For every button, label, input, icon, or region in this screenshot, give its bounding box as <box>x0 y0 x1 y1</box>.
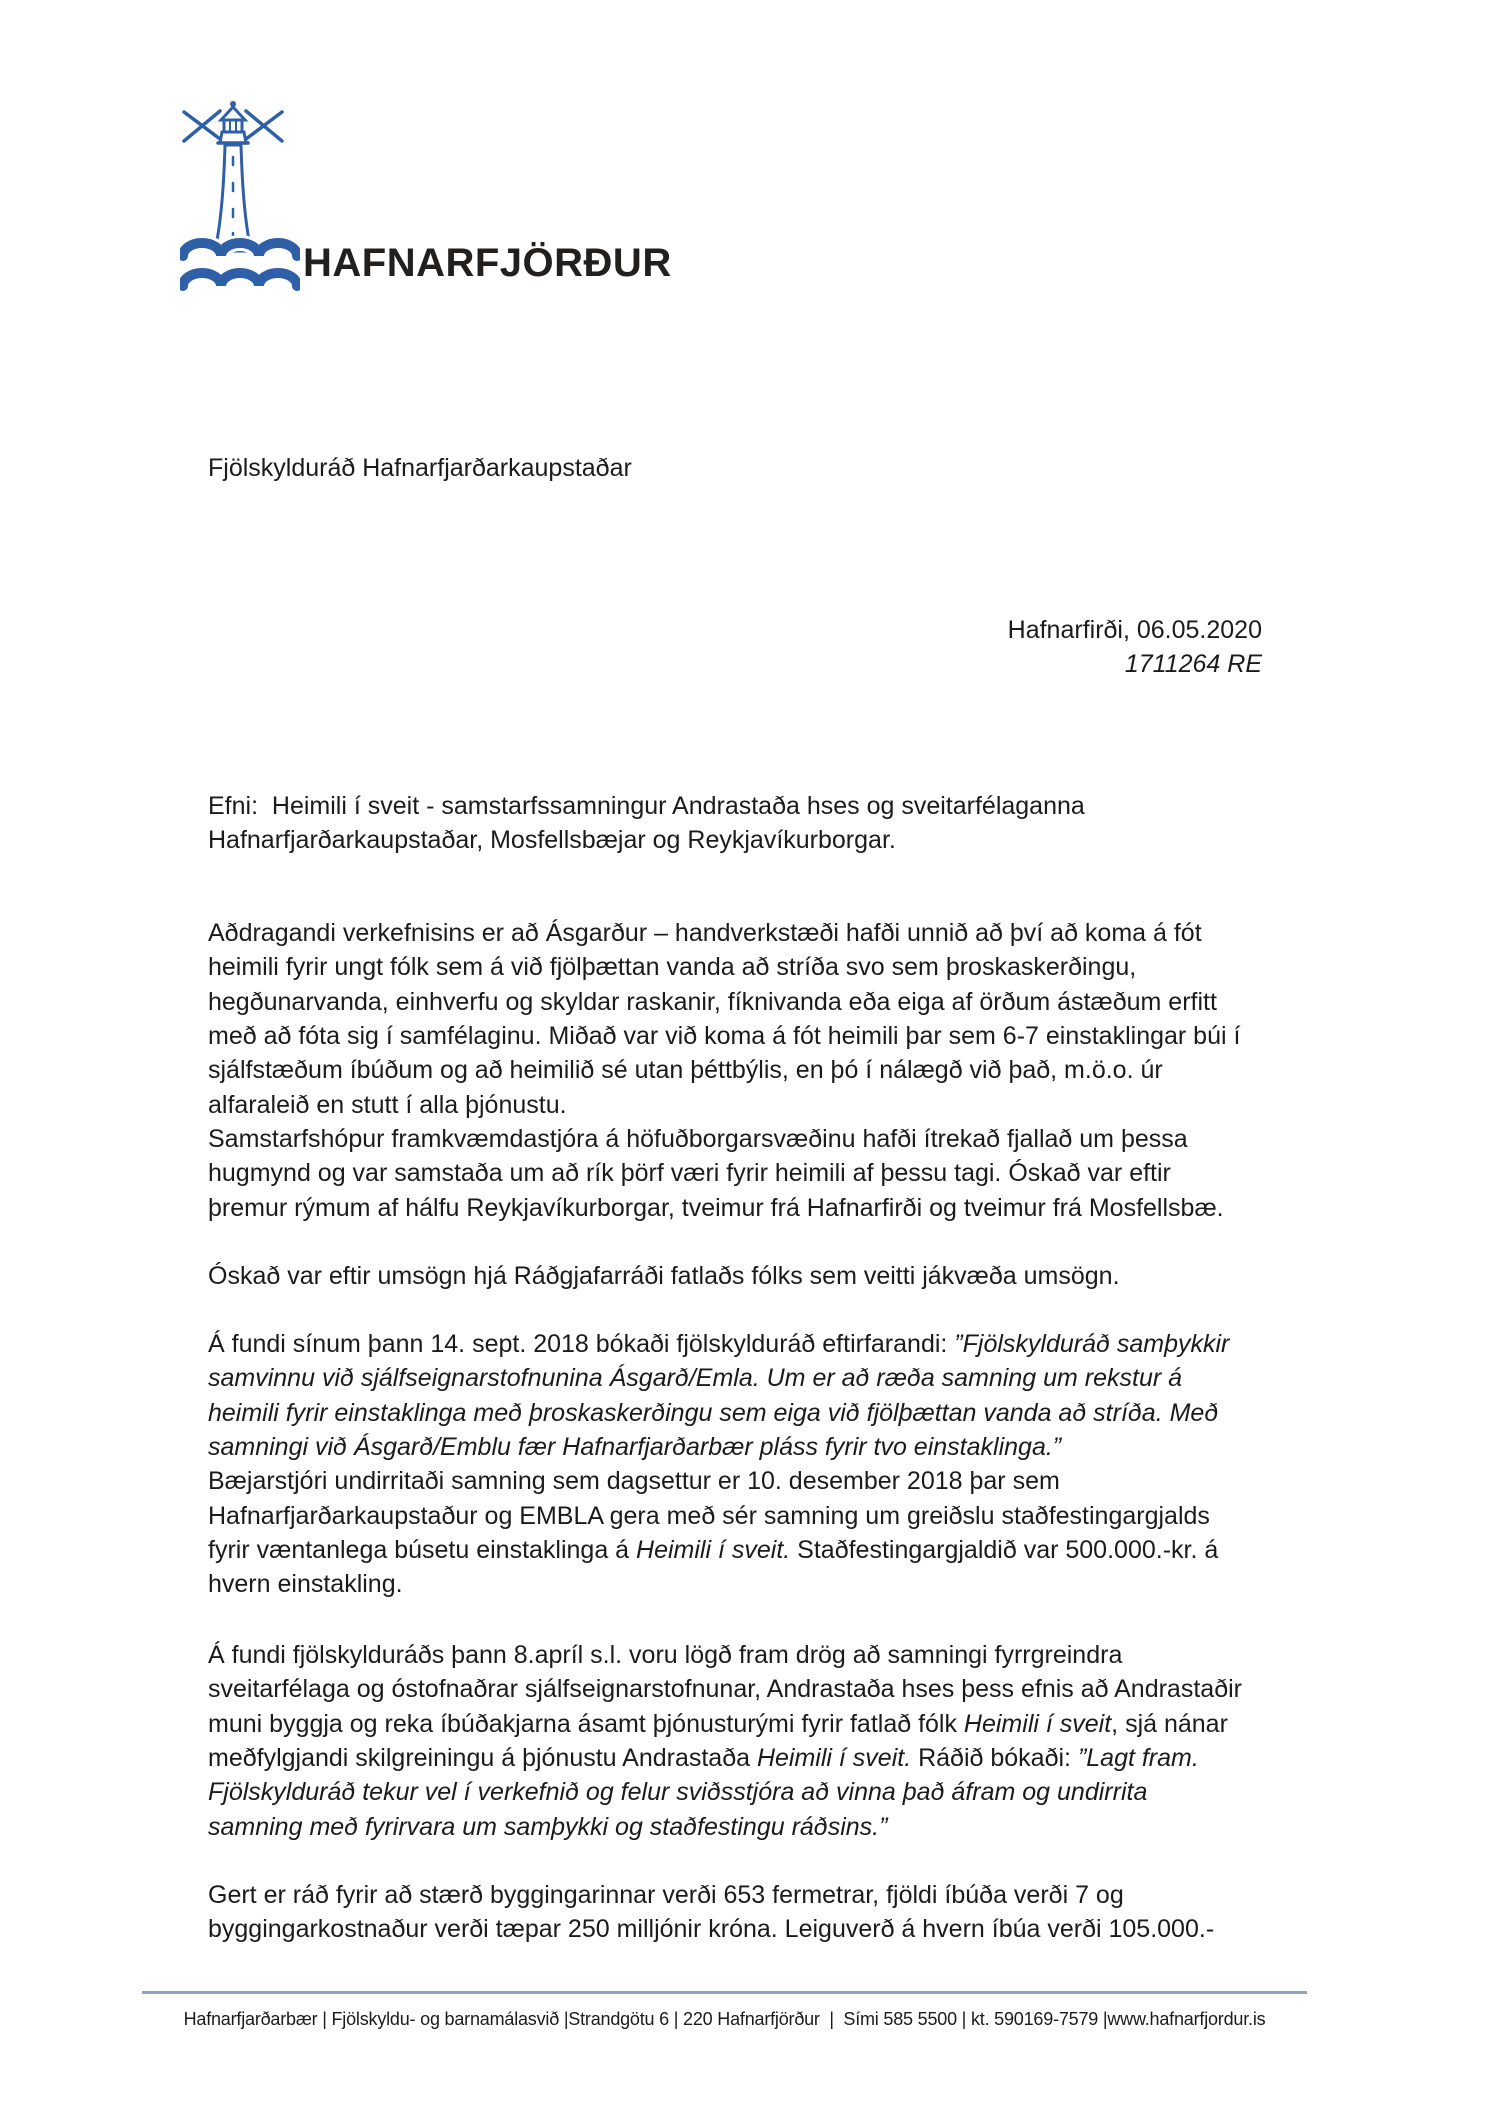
date-block <box>1008 613 1262 682</box>
reference-number: 1711264 RE <box>1124 650 1262 679</box>
paragraph-umsogn <box>208 1259 1120 1293</box>
text-line: meðfylgjandi skilgreiningu á þjónustu Andrastaða Heimili í sveit. Ráðið bókaði: ”Lagt fram. <box>208 1743 1199 1772</box>
text-line: hugmynd og var samstaða um að rík þörf væri fyrir heimili af þessu tagi. Óskað var eftir <box>208 1159 1171 1188</box>
footer-text: Hafnarfjarðarbær | Fjölskyldu- og barnamálasvið |Strandgötu 6 | 220 Hafnarfjörður | Sími 585 5500 | kt. 590169-7579 |www.hafnarfjordur.is <box>183 2009 1266 2029</box>
text-line: Hafnarfjarðarkaupstaðar, Mosfellsbæjar og Reykjavíkurborgar. <box>208 826 896 855</box>
text-line: Á fundi sínum þann 14. sept. 2018 bókaði fjölskylduráð eftirfarandi: ”Fjölskylduráð samþykkir <box>208 1330 1230 1358</box>
text-line: Gert er ráð fyrir að stærð byggingarinnar verði 653 fermetrar, fjöldi íbúða verði 7 og <box>208 1881 1124 1909</box>
footer-rule <box>142 1991 1307 1994</box>
text-line: samvinnu við sjálfseignarstofnunina Ásgarð/Emla. Um er að ræða samning um rekstur á <box>208 1364 1183 1393</box>
text-line: byggingarkostnaður verði tæpar 250 milljónir króna. Leiguverð á hvern íbúa verði 105.000.- <box>208 1915 1215 1944</box>
lighthouse-icon <box>180 99 300 299</box>
text-line: hvern einstakling. <box>208 1570 403 1599</box>
text-line: samning með fyrirvara um samþykki og staðfestingu ráðsins.” <box>208 1812 888 1841</box>
text-line: Fjölskylduráð tekur vel í verkefnið og felur sviðsstjóra að vinna það áfram og undirrita <box>208 1778 1148 1807</box>
text-line: alfaraleið en stutt í alla þjónustu. <box>208 1090 567 1119</box>
text-line: Aðdragandi verkefnisins er að Ásgarður – handverkstæði hafði unnið að því að koma á fót <box>208 919 1202 947</box>
subject-lines <box>208 789 1085 858</box>
paragraph-bokun-april <box>208 1638 1242 1844</box>
text-line: fyrir væntanlega búsetu einstaklinga á Heimili í sveit. Staðfestingargjaldið var 500.000.-kr. á <box>208 1535 1219 1564</box>
logo-wordmark: HAFNARFJÖRÐUR <box>303 241 672 285</box>
text-line: Á fundi fjölskylduráðs þann 8.apríl s.l. voru lögð fram drög að samningi fyrrgreindra <box>208 1641 1123 1669</box>
text-line: samningi við Ásgarð/Emblu fær Hafnarfjarðarbær pláss fyrir tvo einstaklinga.” <box>208 1432 1062 1461</box>
paragraph-bokun-2018 <box>208 1327 1229 1602</box>
text-line: heimili fyrir ungt fólk sem á við fjölþættan vanda að stríða svo sem þroskaskerðingu, <box>208 953 1137 982</box>
text-line: hegðunarvanda, einhverfu og skyldar raskanir, fíknivanda eða eiga af örðum ástæðum erfitt <box>208 987 1217 1016</box>
text-line: Efni: Heimili í sveit - samstarfssamningur Andrastaða hses og sveitarfélaganna <box>208 792 1085 820</box>
text-line: Samstarfshópur framkvæmdastjóra á höfuðborgarsvæðinu hafði ítrekað fjallað um þessa <box>208 1124 1188 1153</box>
text-line: sjálfstæðum íbúðum og að heimilið sé utan þéttbýlis, en þó í nálægð við það, m.ö.o. úr <box>208 1056 1163 1085</box>
text-line: Bæjarstjóri undirritaði samning sem dagsettur er 10. desember 2018 þar sem <box>208 1467 1060 1496</box>
paragraph-background <box>208 916 1240 1225</box>
text-line: Óskað var eftir umsögn hjá Ráðgjafarráði fatlaðs fólks sem veitti jákvæða umsögn. <box>208 1262 1120 1290</box>
text-line: Hafnarfjarðarkaupstaður og EMBLA gera með sér samning um greiðslu staðfestingargjalds <box>208 1501 1210 1530</box>
text-line: sveitarfélaga og óstofnaðrar sjálfseignarstofnunar, Andrastaða hses þess efnis að Andrastaðir <box>208 1675 1242 1704</box>
text-line: þremur rýmum af hálfu Reykjavíkurborgar, tveimur frá Hafnarfirði og tveimur frá Mosfellsbæ. <box>208 1193 1224 1222</box>
paragraph-bygging <box>208 1878 1214 1947</box>
text-line: muni byggja og reka íbúðakjarna ásamt þjónusturými fyrir fatlað fólk Heimili í sveit, sjá nánar <box>208 1709 1228 1738</box>
text-line: með að fóta sig í samfélaginu. Miðað var við koma á fót heimili þar sem 6-7 einstaklingar búi í <box>208 1021 1241 1050</box>
place-date: Hafnarfirði, 06.05.2020 <box>1007 616 1262 644</box>
text-line: heimili fyrir einstaklinga með þroskaskerðingu sem eiga við fjölþættan vanda að stríða. Með <box>208 1398 1219 1427</box>
sender-line: Fjölskylduráð Hafnarfjarðarkaupstaðar <box>208 454 632 482</box>
